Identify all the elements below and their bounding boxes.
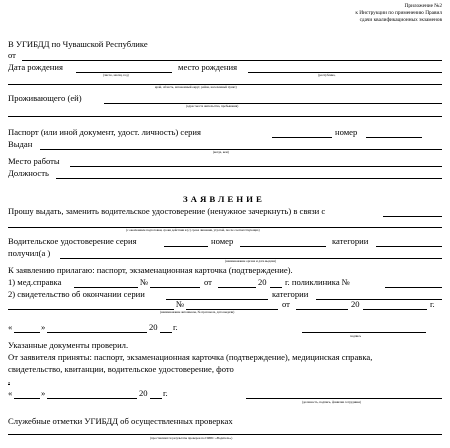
residence-label: Проживающего (ей) (8, 93, 82, 103)
accepted-extra-line[interactable] (8, 384, 10, 385)
issuer-hint: (наименование органа и дата выдачи) (225, 259, 276, 263)
signature-hint: подпись (350, 334, 362, 338)
school-cert-label: 2) свидетельство об окончании серии (8, 289, 145, 299)
official-marks-line[interactable] (8, 434, 442, 435)
position-label: Должность (8, 168, 49, 178)
med-year-line[interactable] (270, 287, 282, 288)
birth-place-line[interactable] (248, 72, 442, 73)
date-g: г. (173, 322, 178, 332)
when-by-hint: (когда, кем) (213, 150, 229, 154)
school-date-line[interactable] (296, 309, 348, 310)
reason-line[interactable] (383, 216, 442, 217)
officer-year: 20 (139, 388, 148, 398)
birth-place-label: место рождения (178, 62, 238, 72)
position-line[interactable] (56, 178, 442, 179)
birth-date-label: Дата рождения (8, 62, 63, 72)
officer-signature-line[interactable] (246, 398, 442, 399)
received-label: получил(а ) (8, 248, 51, 258)
year-line[interactable] (160, 332, 172, 333)
official-marks: Служебные отметки УГИБДД об осуществленных проверках (8, 416, 233, 426)
rules-ref: сдачи квалификационных экзаменов (359, 17, 442, 23)
accepted-comma: , (8, 375, 11, 385)
issued-line[interactable] (40, 149, 442, 150)
school-from-label: от (282, 299, 290, 309)
school-year-label: 20 (351, 299, 360, 309)
residence-line[interactable] (104, 103, 442, 104)
license-category-line[interactable] (376, 246, 442, 247)
date-year: 20 (149, 322, 158, 332)
signature-line[interactable] (302, 332, 426, 333)
workplace-line[interactable] (70, 166, 442, 167)
school-year-line[interactable] (363, 309, 427, 310)
officer-day-line[interactable] (14, 398, 40, 399)
license-series-line[interactable] (164, 246, 208, 247)
accepted-line-2: свидетельство, квитанции, водительское удостоверение, фото (8, 364, 234, 374)
officer-hint: (должность, подпись, фамилия сотрудника) (302, 400, 362, 404)
statement-title: ЗАЯВЛЕНИЕ (183, 194, 265, 204)
med-no-label: № (140, 277, 149, 287)
month-line[interactable] (47, 332, 147, 333)
med-number-line[interactable] (150, 287, 200, 288)
school-category-line[interactable] (316, 299, 442, 300)
license-label: Водительское удостоверение серия (8, 236, 137, 246)
date-format-hint: (число, месяц, год) (103, 73, 129, 77)
address-hint: (адрес места жительства, пребывания) (186, 104, 239, 108)
med-cert-line[interactable] (74, 287, 138, 288)
med-date-line[interactable] (218, 287, 256, 288)
school-g-label: г. (430, 299, 435, 309)
officer-g: г. (163, 388, 168, 398)
license-category-label: категории (332, 236, 369, 246)
addressee: В УГИБДД по Чувашской Республике (8, 39, 148, 49)
workplace-label: Место работы (8, 156, 60, 166)
residence-line-2[interactable] (8, 116, 442, 117)
accepted-line-1: От заявителя приняты: паспорт, экзаменационная карточка (подтверждение), медицинская справка, (8, 352, 373, 362)
attachments-intro: К заявлению прилагаю: паспорт, экзаменационная карточка (подтверждение). (8, 265, 293, 275)
republic-hint: (республика, (318, 73, 336, 77)
passport-number-label: номер (335, 127, 358, 137)
date-quote-open: « (8, 322, 13, 332)
instruction-ref: к Инструкции по применению Правил (355, 10, 442, 16)
appendix-label: Приложение №2 (404, 3, 442, 9)
polyclinic-label: г. поликлиника № (285, 277, 350, 287)
med-from-label: от (204, 277, 212, 287)
passport-label: Паспорт (или иной документ, удост. личность) серия (8, 127, 201, 137)
officer-month-line[interactable] (47, 398, 137, 399)
license-number-label: номер (211, 236, 234, 246)
med-cert-label: 1) мед.справка (8, 277, 62, 287)
from-label: от (8, 50, 16, 60)
reason-hint: (с окончанием подготовки, сроки действия и (с) срока лишения, утратой, после соответствующих) (126, 228, 260, 232)
officer-quote-open: « (8, 388, 13, 398)
bottom-hint: (проставляются результаты проверок по ПИПС «Водитель») (150, 436, 233, 440)
med-year-label: 20 (258, 277, 267, 287)
school-no-label: № (176, 299, 185, 309)
issued-label: Выдан (8, 139, 33, 149)
polyclinic-line[interactable] (385, 287, 442, 288)
request-text: Прошу выдать, заменить водительское удостоверение (ненужное зачеркнуть) в связи с (8, 206, 326, 216)
date-quote-close: » (41, 322, 46, 332)
officer-year-line[interactable] (150, 398, 162, 399)
docs-checked: Указанные документы проверил. (8, 340, 129, 350)
passport-series-line[interactable] (272, 137, 332, 138)
passport-number-line[interactable] (366, 137, 422, 138)
school-name-line[interactable] (8, 309, 174, 310)
school-hint: (наименование автошколы, № протокола, дата выдачи) (160, 310, 235, 314)
school-category-label: категории (272, 289, 309, 299)
license-number-line[interactable] (240, 246, 326, 247)
from-line[interactable] (22, 60, 442, 61)
officer-quote-close: » (41, 388, 46, 398)
day-line[interactable] (14, 332, 40, 333)
region-hint: край, область, автономный округ, район, населенный пункт) (155, 85, 237, 89)
